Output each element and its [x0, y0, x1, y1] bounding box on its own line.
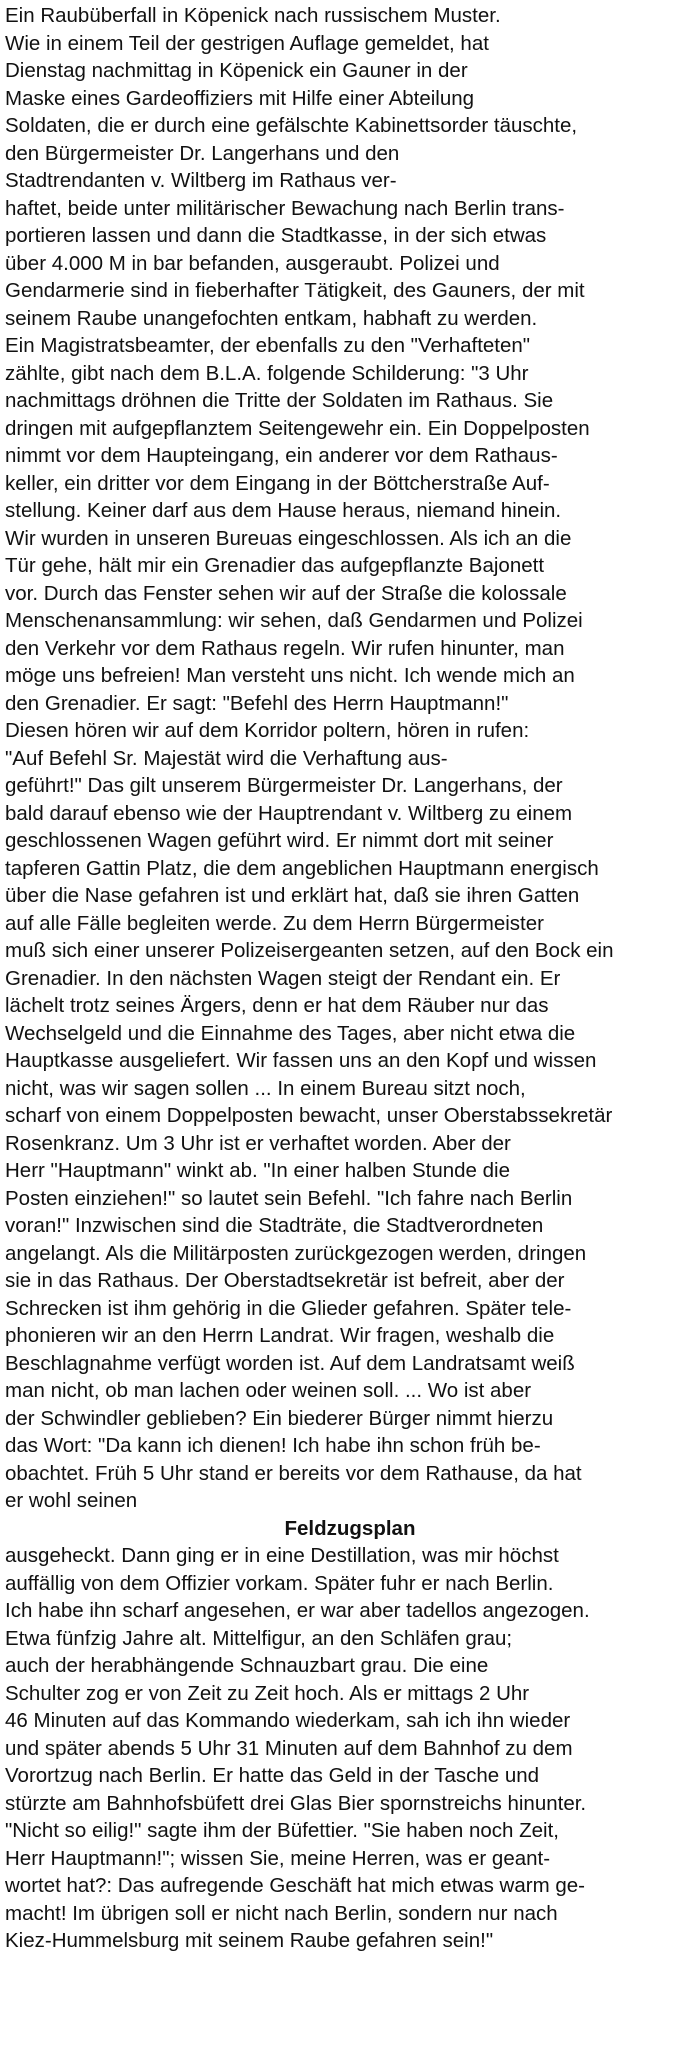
text-line: "Auf Befehl Sr. Majestät wird die Verhaftung aus- — [5, 746, 448, 770]
text-line: möge uns befreien! Man versteht uns nicht. Ich wende mich an — [5, 664, 575, 687]
text-line: zählte, gibt nach dem B.L.A. folgende Schilderung: "3 Uhr — [5, 361, 529, 385]
text-line: Posten einziehen!" so lautet sein Befehl. "Ich fahre nach Berlin — [5, 1186, 573, 1210]
text-line: stürzte am Bahnhofsbüfett drei Glas Bier spornstreichs hinunter. — [5, 1791, 587, 1815]
text-line: scharf von einem Doppelposten bewacht, unser Oberstabssekretär — [5, 1104, 613, 1127]
text-line: Grenadier. In den nächsten Wagen steigt der Rendant ein. Er — [5, 966, 561, 990]
text-line: wortet hat?: Das aufregende Geschäft hat mich etwas warm ge- — [5, 1874, 585, 1897]
text-line: obachtet. Früh 5 Uhr stand er bereits vor dem Rathause, da hat — [5, 1461, 582, 1485]
text-line: Dienstag nachmittag in Köpenick ein Gauner in der — [5, 59, 468, 82]
text-line: bald darauf ebenso wie der Hauptrendant v. Wiltberg zu einem — [5, 801, 573, 825]
text-line: auch der herabhängende Schnauzbart grau. Die eine — [5, 1654, 489, 1677]
text-line: Herr "Hauptmann" winkt ab. "In einer halben Stunde die — [5, 1159, 511, 1182]
text-line: das Wort: "Da kann ich dienen! Ich habe ihn schon früh be- — [5, 1434, 541, 1457]
text-line: portieren lassen und dann die Stadtkasse, in der sich etwas — [5, 224, 547, 247]
text-line: Menschenansammlung: wir sehen, daß Gendarmen und Polizei — [5, 609, 583, 632]
text-line: man nicht, ob man lachen oder weinen soll. ... Wo ist aber — [5, 1379, 532, 1402]
text-line: Maske eines Gardeoffiziers mit Hilfe einer Abteilung — [5, 86, 475, 110]
text-line: macht! Im übrigen soll er nicht nach Berlin, sondern nur nach — [5, 1901, 558, 1925]
text-line: der Schwindler geblieben? Ein biederer Bürger nimmt hierzu — [5, 1406, 554, 1430]
text-line: lächelt trotz seines Ärgers, denn er hat dem Räuber nur das — [5, 994, 549, 1017]
text-line: Vorortzug nach Berlin. Er hatte das Geld in der Tasche und — [5, 1764, 540, 1787]
text-line: voran!" Inzwischen sind die Stadträte, die Stadtverordneten — [5, 1214, 544, 1237]
text-line: Wechselgeld und die Einnahme des Tages, aber nicht etwa die — [5, 1021, 576, 1045]
text-line: angelangt. Als die Militärposten zurückgezogen werden, dringen — [5, 1241, 587, 1265]
article-document — [5, 2, 695, 1955]
text-line: Diesen hören wir auf dem Korridor poltern, hören in rufen: — [5, 719, 530, 742]
text-line: 46 Minuten auf das Kommando wiederkam, sah ich ihn wieder — [5, 1709, 571, 1732]
text-line: phonieren wir an den Herrn Landrat. Wir fragen, weshalb die — [5, 1324, 555, 1347]
text-line: ausgeheckt. Dann ging er in eine Destillation, was mir höchst — [5, 1544, 559, 1567]
text-line: Kiez-Hummelsburg mit seinem Raube gefahren sein!" — [5, 1929, 494, 1952]
text-line: muß sich einer unserer Polizeisergeanten setzen, auf den Bock ein — [5, 939, 614, 962]
text-line: haftet, beide unter militärischer Bewachung nach Berlin trans- — [5, 196, 565, 220]
text-line: Hauptkasse ausgeliefert. Wir fassen uns an den Kopf und wissen — [5, 1049, 597, 1072]
text-line: stellung. Keiner darf aus dem Hause heraus, niemand hinein. — [5, 499, 562, 522]
text-line: nicht, was wir sagen sollen ... In einem Bureau sitzt noch, — [5, 1076, 526, 1100]
text-line: dringen mit aufgepflanztem Seitengewehr ein. Ein Doppelposten — [5, 416, 590, 440]
text-line: er wohl seinen — [5, 1489, 138, 1512]
text-line: Wie in einem Teil der gestrigen Auflage gemeldet, hat — [5, 31, 489, 55]
text-line: auffällig von dem Offizier vorkam. Später fuhr er nach Berlin. — [5, 1571, 554, 1595]
text-line: Wir wurden in unseren Bureuas eingeschlossen. Als ich an die — [5, 526, 572, 550]
text-line: und später abends 5 Uhr 31 Minuten auf dem Bahnhof zu dem — [5, 1736, 573, 1760]
text-line: Ein Magistratsbeamter, der ebenfalls zu den "Verhafteten" — [5, 334, 531, 357]
text-line: Etwa fünfzig Jahre alt. Mittelfigur, an den Schläfen grau; — [5, 1626, 513, 1650]
text-line: auf alle Fälle begleiten werde. Zu dem Herrn Bürgermeister — [5, 911, 544, 935]
text-line: Schulter zog er von Zeit zu Zeit hoch. Als er mittags 2 Uhr — [5, 1681, 530, 1705]
text-line: vor. Durch das Fenster sehen wir auf der Straße die kolossale — [5, 581, 567, 605]
text-line: "Nicht so eilig!" sagte ihm der Büfettier. "Sie haben noch Zeit, — [5, 1819, 559, 1842]
text-line: Herr Hauptmann!"; wissen Sie, meine Herren, was er geant- — [5, 1846, 551, 1870]
text-line: Ein Raubüberfall in Köpenick nach russischem Muster. — [5, 4, 501, 27]
text-line: Tür gehe, hält mir ein Grenadier das aufgepflanzte Bajonett — [5, 554, 545, 577]
text-line: nimmt vor dem Haupteingang, ein anderer vor dem Rathaus- — [5, 444, 558, 467]
text-line: Schrecken ist ihm gehörig in die Glieder gefahren. Später tele- — [5, 1296, 572, 1320]
text-line: Ich habe ihn scharf angesehen, er war aber tadellos angezogen. — [5, 1599, 590, 1622]
text-line: keller, ein dritter vor dem Eingang in der Böttcherstraße Auf- — [5, 471, 550, 495]
text-line: den Bürgermeister Dr. Langerhans und den — [5, 141, 400, 165]
text-line: nachmittags dröhnen die Tritte der Soldaten im Rathaus. Sie — [5, 389, 554, 412]
section-heading: Feldzugsplan — [284, 1516, 416, 1540]
article-body-after — [5, 1542, 695, 1955]
text-line: geschlossenen Wagen geführt wird. Er nimmt dort mit seiner — [5, 829, 554, 852]
text-line: seinem Raube unangefochten entkam, habhaft zu werden. — [5, 306, 538, 330]
text-line: Gendarmerie sind in fieberhafter Tätigkeit, des Gauners, der mit — [5, 279, 585, 302]
text-line: Stadtrendanten v. Wiltberg im Rathaus ver- — [5, 169, 397, 192]
text-line: tapferen Gattin Platz, die dem angeblichen Hauptmann energisch — [5, 856, 599, 880]
text-line: Soldaten, die er durch eine gefälschte Kabinettsorder täuschte, — [5, 114, 578, 137]
article-body-before — [5, 2, 695, 1515]
text-line: Beschlagnahme verfügt worden ist. Auf dem Landratsamt weiß — [5, 1351, 575, 1375]
text-line: sie in das Rathaus. Der Oberstadtsekretär ist befreit, aber der — [5, 1269, 565, 1292]
text-line: Rosenkranz. Um 3 Uhr ist er verhaftet worden. Aber der — [5, 1131, 511, 1155]
text-line: über die Nase gefahren ist und erklärt hat, daß sie ihren Gatten — [5, 884, 580, 907]
text-line: über 4.000 M in bar befanden, ausgeraubt. Polizei und — [5, 251, 500, 275]
text-line: den Grenadier. Er sagt: "Befehl des Herrn Hauptmann!" — [5, 691, 509, 715]
text-line: geführt!" Das gilt unserem Bürgermeister Dr. Langerhans, der — [5, 774, 563, 797]
text-line: den Verkehr vor dem Rathaus regeln. Wir rufen hinunter, man — [5, 636, 565, 660]
